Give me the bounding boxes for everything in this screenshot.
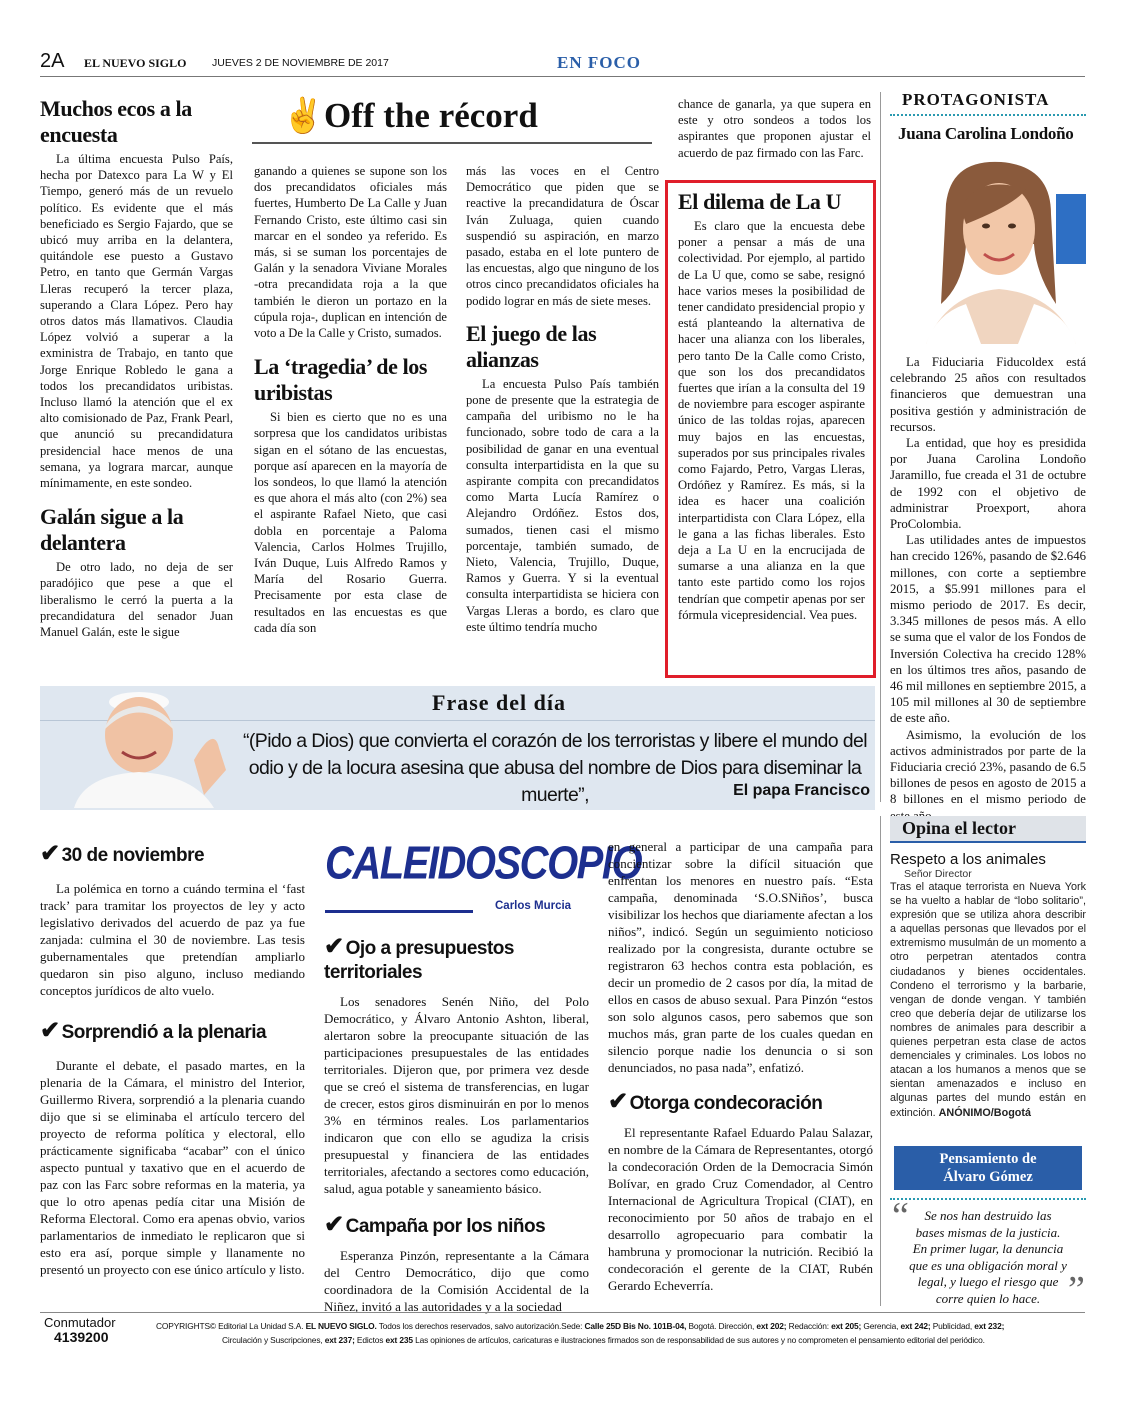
footer-text: Calle 25D Bis No. 101B-04, [584,1321,687,1331]
item-text: en general a participar de una campaña para concientizar sobre la difícil situación que enfrentan los menores en nuestro país. “Esta campaña, denominada ‘S.O.SNiños’, busca visibilizar los hechos que diariamente afectan a los niños”, indicó. Según un seguimiento noticioso realizado por la congresista, durante octubre se registraron 63 hechos contra esta población, es decir un promedio de 2 casos por día, la mitad de ellos en casos de abuso sexual. Para Pinzón “estos son solo algunos casos, pero sabemos que son muchos más, gran parte de los cuales quedan en silencio porque nadie los denuncia o si son denunciados, no pasa nada”, enfatizó. [608,839,873,1075]
article-text: La Fiduciaria Fiducoldex está celebrando 25 años con resultados financieros que demuestran una positiva gestión y administración de recursos. [890,355,1086,434]
dotted-divider [890,114,1086,116]
protagonista-sidebar [890,90,1086,824]
caleidoscopio-title: CALEIDOSCOPIO [325,838,642,889]
item-title: 30 de noviembre [61,845,205,866]
check-icon: ✔ [608,1088,628,1115]
protagonista-name: Juana Carolina Londoño [898,124,1074,143]
portrait-photo [906,154,1086,344]
footer-text: Las opiniones de artículos, caricaturas e ilustraciones firmados son de responsabilidad de sus autores y no comprometen el pensamiento editorial del periódico. [415,1335,985,1345]
article-text: De otro lado, no deja de ser paradójico que pese a que el liberalismo le cerró la puerta a la precandidatura del senador Juan Manuel Galán, este le sigue [40,560,233,640]
frase-quote: “(Pido a Dios) que convierta el corazón de los terroristas y libere el mundo del odio y de la locura asesina que abusa del nombre de Dios para diseminar la muerte”, [243,730,867,806]
copyright-line-2 [222,1335,1082,1345]
caleidoscopio-col-c [608,838,873,1294]
dotted-divider [890,1198,1086,1200]
article-text: Las utilidades antes de impuestos han crecido 126%, pasando de $2.646 millones, con corte a septiembre 2015, a $5.991 millones para el mismo periodo de 2017. Es decir, 3.345 millones de pesos más. A ello se suma que el valor de los Fondos de Inversión Colectiva ha crecido 128% en los últimos tres años, pasando de 46 mil millones en septiembre 2015, a 105 mil millones al 30 de septiembre de este año. [890,533,1086,726]
column-1 [40,96,233,640]
article-text: La encuesta Pulso País también pone de presente que la estrategia de campaña del uribismo no le ha funcionado, sobre todo de cara a la posibilidad de ganar en una eventual consulta interpartidista en la que su aspirante compita con precandidatos como Marta Lucía Ramírez o Alejandro Ordóñez. Estos dos, sumados, tienen casi el mismo porcentaje, también sumado, de Nieto, Valencia, Trujillo, Duque, Ramos y Guerra. Y si la eventual consulta interpartidista se hiciera con Vargas Lleras a bordo, es claro que este último tendría mucho [466,376,659,634]
close-quote-icon: ” [1068,1269,1085,1311]
footer-text: ext 237; [324,1335,355,1345]
footer-text: Todos los derechos reservados, salvo autorización.Sede: [378,1321,583,1331]
footer-text: EL NUEVO SIGLO. [305,1321,377,1331]
caleidoscopio-logo [325,838,642,918]
column-3 [466,163,659,635]
footer-text: ext 232; [974,1321,1005,1331]
headline-dilema: El dilema de La U [678,189,842,214]
headline-galan: Galán sigue a la delantera [40,504,184,556]
page-number: 2A [40,50,65,72]
check-icon: ✔ [324,1211,344,1238]
item-text: Los senadores Senén Niño, del Polo Democrático, y Álvaro Antonio Ashton, liberal, alertaron sobre la preocupante situación de las participaciones presupuestales de las entidades territoriales. Dijeron que, por primera vez desde que se creó el sistema de transferencias, en lugar de crecer, estos giros disminuirán en por lo menos 3% en términos reales. Los parlamentarios indicaron que con ello se agudiza la crisis presupuestal y financiera de las entidades territoriales, afectando a sectores como educación, salud, agua potable y saneamiento básico. [324,994,589,1196]
quote-line: corre quien lo hace. [935,1290,1041,1306]
article-text: Es claro que la encuesta debe poner a pensar a más de una colectividad. Por ejemplo, al partido de La U que, como se sabe, resignó hace varios meses la posibilidad de tener candidato presidencial propio y está planteando la alternativa de hacer una alianza con los liberales, pero tanto De la Calle como Cristo, que son los dos precandidatos fuertes que irían a la consulta del 19 de noviembre para escoger aspirante único de las toldas rojas, aparecen muy bajos en las encuestas, superados por sus principales rivales como Fajardo, Petro, Vargas Lleras, Ordóñez y Ramírez. Es más, si la idea es hacer una coalición interpartidista con Clara López, ella le gana a las fichas liberales. Esto deja a La U en la encrucijada de sumarse a una alianza en la que tanto este partido como los rojos tendrían que competir apenas por ser fórmula vicepresidencial. Vea pues. [678,219,865,622]
quote-line: bases mismas de la justicia. [915,1224,1061,1240]
section-label: EN FOCO [557,53,641,72]
headline-tragedia: La ‘tragedia’ de los uribistas [254,354,428,406]
opina-label: Opina el lector [902,818,1016,838]
pensamiento-title-line1: Pensamiento de [939,1151,1037,1167]
item-title: Ojo a presupuestos territoriales [324,938,514,983]
pensamiento-box [890,1146,1086,1311]
quote-line: que es una obligación moral y [909,1257,1067,1273]
frase-del-dia-box [40,686,875,810]
logo-underline [325,910,473,913]
pensamiento-title [894,1146,1082,1190]
frase-author: El papa Francisco [733,782,870,799]
copyright-line-1 [156,1321,1086,1331]
conmutador-label: Conmutador [44,1315,116,1330]
footer-text: ext 235 [385,1335,413,1345]
caleidoscopio-col-b [324,935,589,1315]
columnist-name: Carlos Murcia [495,900,572,912]
footer-text: ext 205; [831,1321,862,1331]
footer-text: Bogotá. Dirección, [688,1321,755,1331]
footer-text: ext 202; [756,1321,787,1331]
quote-line: En primer lugar, la denuncia [912,1241,1064,1256]
article-text: La entidad, que hoy es presidida por Juana Carolina Londoño Jaramillo, fue creada el 31 de octubre de 1992 con el objetivo de administrar Proexport, ahora ProColombia. [890,436,1086,532]
open-quote-icon: “ [892,1195,909,1237]
conmutador-number: 4139200 [54,1329,109,1345]
column-2 [254,163,447,636]
letter-text: Tras el ataque terrorista en Nueva York se ha vuelto a hablar de “lobo solitario”, expresión que se utiliza ahora describir a aquellas personas que llevados por el extremismo musulmán de un momento a otro perpetran atentados contra ciudadanos y bienes occidentales. Condeno el terrorismo y la barbarie, vengan de donde vengan. Y también creo que debería dejar de utilizarse los nombres de animales para describir a quienes perpetran esta clase de actos demenciales y criminales. Los lobos no atacan a los humanos a menos que se sientan amenazados e incluso en algunas partes del mundo están en extinción. [890,881,1086,1119]
opina-el-lector [890,816,1086,1120]
check-icon: ✔ [40,1017,60,1044]
frase-title: Frase del día [432,690,566,715]
letter-salutation: Señor Director [904,868,972,880]
masthead: EL NUEVO SIGLO [84,56,187,70]
item-text: Durante el debate, el pasado martes, en la plenaria de la Cámara, el ministro del Interior, Guillermo Rivera, sorprendió a la plenaria cuando dijo que si se eliminaba el artículo tercero del proyecto de reforma política y electoral, ello prácticamente significaba “acabar” con el único aspecto puntual y taxativo que en el acuerdo de paz con las Farc sobre reformas en la materia, ya que lo otro apenas pedía citar una Misión de Reforma Electoral. Como era apenas obvio, varios parlamentarios de inmediato le replicaron que si esto era así, porque simple y llanamente no presentó un proyecto con ese único artículo y listo. [40,1058,305,1277]
pensamiento-title-line2: Álvaro Gómez [943,1169,1033,1185]
article-text: ganando a quienes se supone son los dos precandidatos oficiales más fuertes, Humberto De La Calle y Juan Fernando Cristo, este último casi sin marcar en el sondeo ya referido. Es más, si se suman los porcentajes de Galán y la senadora Viviane Morales -otra precandidata roja a la que también le dieron un portazo en la cúpula roja-, duplican en intención de voto a De la Calle y Cristo, sumados. [254,164,447,341]
pope-photo [44,690,229,808]
article-text: Si bien es cierto que no es una sorpresa que los candidatos uribistas sigan en el sótano de las encuestas, porque así aparecen en la mayoría de los sondeos, lo que llamó la atención es que ahora el más alto (con 2%) sea el aspirante Rafael Nieto, que casi dobla en porcentaje a Paloma Valencia, Carlos Holmes Trujillo, Iván Duque, Luis Alfredo Ramos y María del Rosario Guerra. Precisamente por esta clase de resultados en las encuestas es que cada día son [254,410,447,635]
column-4-top [678,96,871,161]
section-title: Off the récord [324,96,538,135]
column-rule [880,92,881,802]
headline-muchos-ecos: Muchos ecos a la encuesta [40,96,192,147]
letter-signature: ANÓNIMO/Bogotá [938,1106,1031,1119]
protagonista-label: PROTAGONISTA [902,90,1050,109]
footer-text: Circulación y Suscripciones, [222,1335,323,1345]
opina-label-bar [890,816,1086,843]
footer-text: Gerencia, [863,1321,899,1331]
footer-text: ext 242; [900,1321,931,1331]
check-icon: ✔ [40,840,60,867]
header-date: JUEVES 2 DE NOVIEMBRE DE 2017 [212,57,389,69]
quote-line: Se nos han destruido las [924,1208,1052,1223]
off-the-record-header [252,92,652,144]
headline-alianzas: El juego de las alianzas [466,320,597,372]
item-text: La polémica en torno a cuándo termina el ‘fast track’ para tramitar los proyectos de ley y acto legislativo derivados del acuerdo de paz ya fue zanjada: culmina el 30 de noviembre. Las tesis gubernamentales que pretendían ampliarlo quedaron sin piso alguno, incluso mediando conceptos jurídicos de alto vuelo. [40,881,305,998]
letter-title: Respeto a los animales [890,851,1046,868]
item-title: Campaña por los niños [345,1216,546,1237]
item-text: El representante Rafael Eduardo Palau Salazar, en nombre de la Cámara de Representantes, otorgó la condecoración Orden de la Democracia Simón Bolívar, en grado Cruz Comendador, al Centro Internacional de Agricultura Tropical (CIAT), en reconocimiento por 50 años de trabajo en el desarrollo agropecuario para combatir la hambruna y promocionar la nutrición. Recibió la condecoración el gerente de la CIAT, Rubén Gerardo Echeverría. [608,1125,873,1293]
item-title: Otorga condecoración [629,1093,823,1114]
footer-text: Edictos [356,1335,384,1345]
item-title: Sorprendió a la plenaria [61,1022,267,1043]
footer-text: Publicidad, [932,1321,973,1331]
item-text: Esperanza Pinzón, representante a la Cámara del Centro Democrático, dijo que como coordinadora de la Comisión Accidental de la Niñez, invitó a las autoridades y a la sociedad [324,1248,589,1314]
victory-hand-icon: ✌ [282,98,325,135]
dilema-box [665,180,876,678]
article-text: más las voces en el Centro Democrático que piden que se reactive la precandidatura de Óscar Iván Zuluaga, quien cuando suspendió su aspiración, en marzo pasado, estaba en el lote puntero de las encuestas, algo que ninguno de los otros cinco precandidatos oficiales ha podido lograr en más de siete meses. [466,164,659,308]
article-text: Asimismo, la evolución de los activos administrados por parte de la Fiduciaria creció 23%, pasando de 6.5 billones de pesos en agosto de 2015 a 8 billones en el mismo periodo de [890,727,1086,807]
footer-text: COPYRIGHTS© Editorial La Unidad S.A. [156,1321,304,1331]
page-footer [40,1312,1085,1353]
article-text: chance de ganarla, ya que supera en este y otro sondeos a todos los aspirantes que proponen ajustar el acuerdo de paz firmado con las Farc. [678,97,871,160]
page-header [40,50,1085,77]
column-rule [880,816,881,1306]
quote-line: legal, y luego el riesgo que [917,1274,1059,1289]
caleidoscopio-col-a [40,842,305,1278]
check-icon: ✔ [324,933,344,960]
pensamiento-quote [890,1208,1086,1307]
footer-text: Redacción: [788,1321,829,1331]
article-text: La última encuesta Pulso País, hecha por Datexco para La W y El Tiempo, generó más de un revuelo político. Es evidente que el más beneficiado es Sergio Fajardo, que se ubicó muy arriba en la delantera, quitándole ese puesto a Gustavo Petro, en tanto que Germán Vargas Lleras recuperó la tercer plaza, superando a Clara López. Pero hay otros datos más llamativos. Claudia López volvió a superar a la exministra de Trabajo, en tanto que Jorge Enrique Robledo le gana a todos los precandidatos uribistas. Incluso llamó la atención que el ex alto comisionado de Paz, Frank Pearl, que anunció su precandidatura presidencial hace menos de una semana, ya lograra marcar, aunque mínimamente, en este sondeo. [40,152,233,491]
